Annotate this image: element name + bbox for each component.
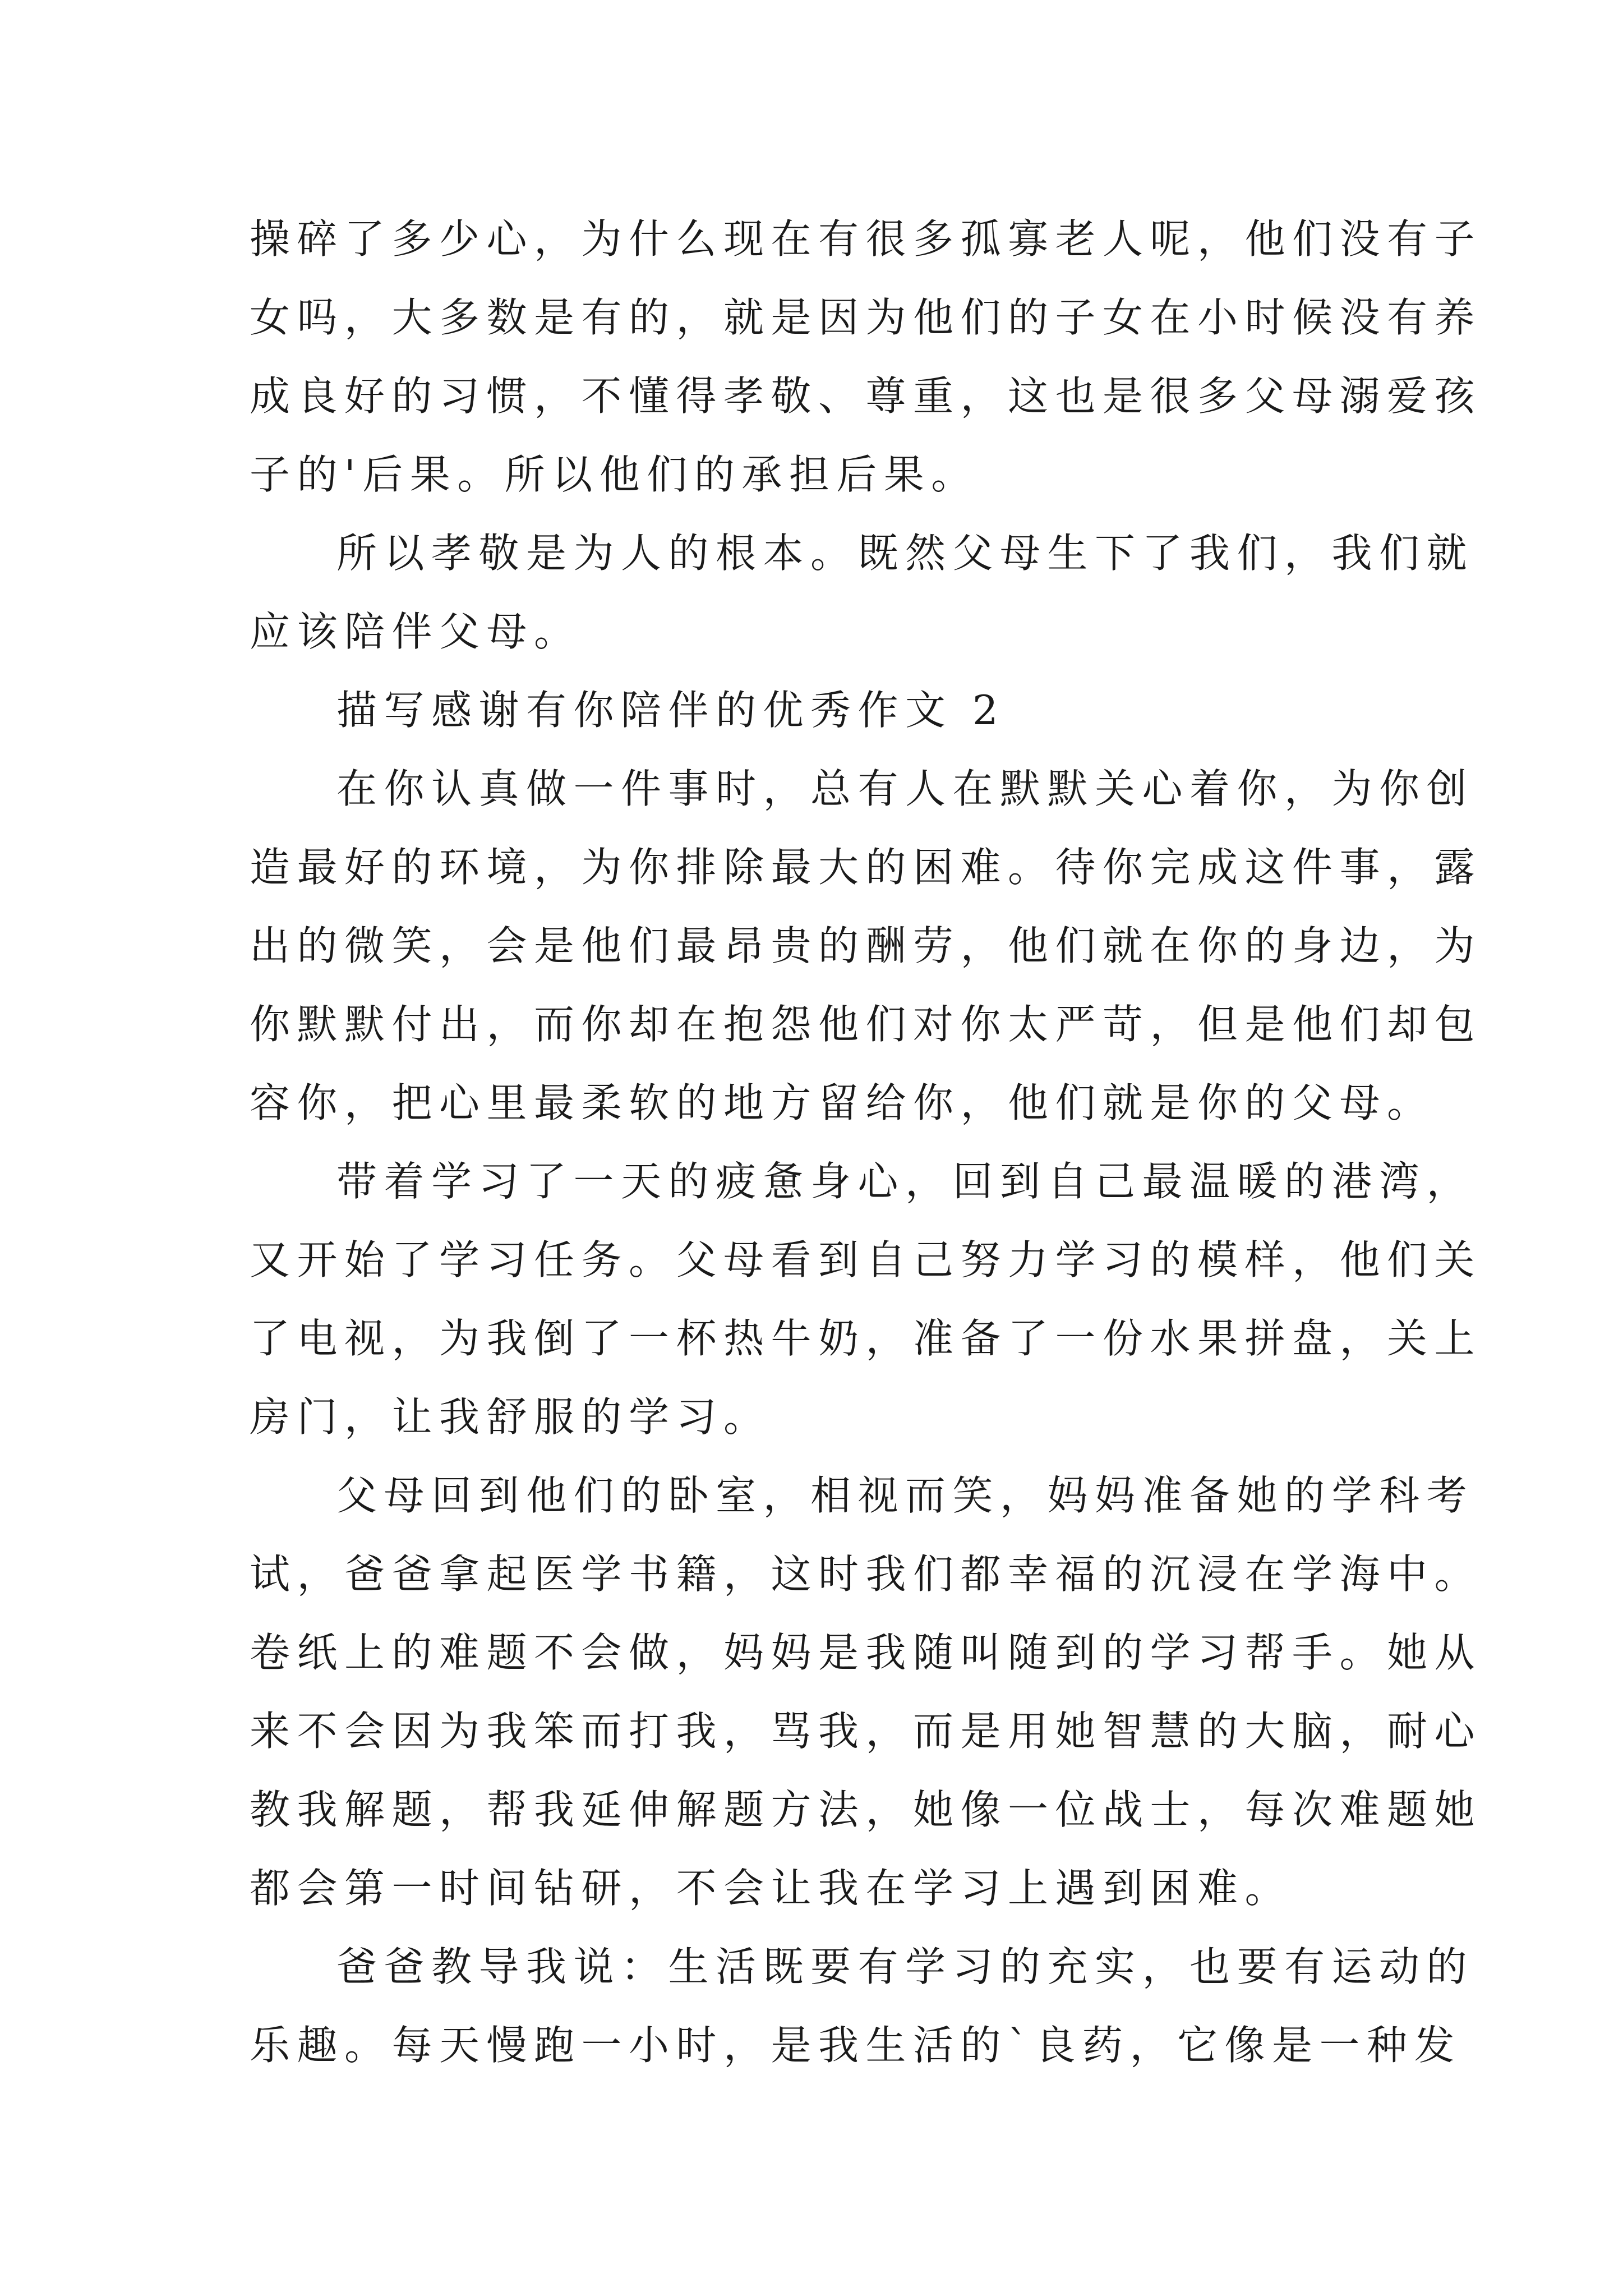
text-line: 所以孝敬是为人的根本。既然父母生下了我们，我们就: [336, 530, 1474, 577]
text-line: 操碎了多少心，为什么现在有很多孤寡老人呢，他们没有子: [250, 215, 1482, 263]
text-line: 在你认真做一件事时，总有人在默默关心着你，为你创: [336, 765, 1474, 812]
text-line: 教我解题，帮我延伸解题方法，她像一位战士，每次难题她: [250, 1786, 1482, 1833]
text-line: 爸爸教导我说：生活既要有学习的充实，也要有运动的: [336, 1943, 1474, 1990]
text-line: 造最好的环境，为你排除最大的困难。待你完成这件事，露: [250, 844, 1482, 891]
text-line: 女吗，大多数是有的，就是因为他们的子女在小时候没有养: [250, 294, 1482, 341]
text-line: 又开始了学习任务。父母看到自己努力学习的模样，他们关: [250, 1236, 1482, 1283]
text-line: 来不会因为我笨而打我，骂我，而是用她智慧的大脑，耐心: [250, 1708, 1482, 1755]
text-line: 房门，让我舒服的学习。: [250, 1393, 771, 1441]
text-line: 出的微笑，会是他们最昂贵的酬劳，他们就在你的身边，为: [250, 922, 1482, 969]
text-line: 父母回到他们的卧室，相视而笑，妈妈准备她的学科考: [336, 1472, 1474, 1519]
text-line: 试，爸爸拿起医学书籍，这时我们都幸福的沉浸在学海中。: [250, 1550, 1482, 1598]
text-line: 了电视，为我倒了一杯热牛奶，准备了一份水果拼盘，关上: [250, 1315, 1482, 1362]
section-heading: 描写感谢有你陪伴的优秀作文 2: [336, 687, 1006, 734]
text-line: 应该陪伴父母。: [250, 608, 582, 655]
text-line: 成良好的习惯，不懂得孝敬、尊重，这也是很多父母溺爱孩: [250, 372, 1482, 420]
text-line: 卷纸上的难题不会做，妈妈是我随叫随到的学习帮手。她从: [250, 1629, 1482, 1676]
text-line: 都会第一时间钻研，不会让我在学习上遇到困难。: [250, 1865, 1293, 1912]
text-line: 带着学习了一天的疲惫身心，回到自己最温暖的港湾，: [336, 1158, 1474, 1205]
text-line: 子的'后果。所以他们的承担后果。: [250, 451, 979, 498]
text-line: 你默默付出，而你却在抱怨他们对你太严苛，但是他们却包: [250, 1001, 1482, 1048]
text-line: 乐趣。每天慢跑一小时，是我生活的`良药，它像是一种发: [250, 2022, 1462, 2069]
text-line: 容你，把心里最柔软的地方留给你，他们就是你的父母。: [250, 1079, 1435, 1126]
